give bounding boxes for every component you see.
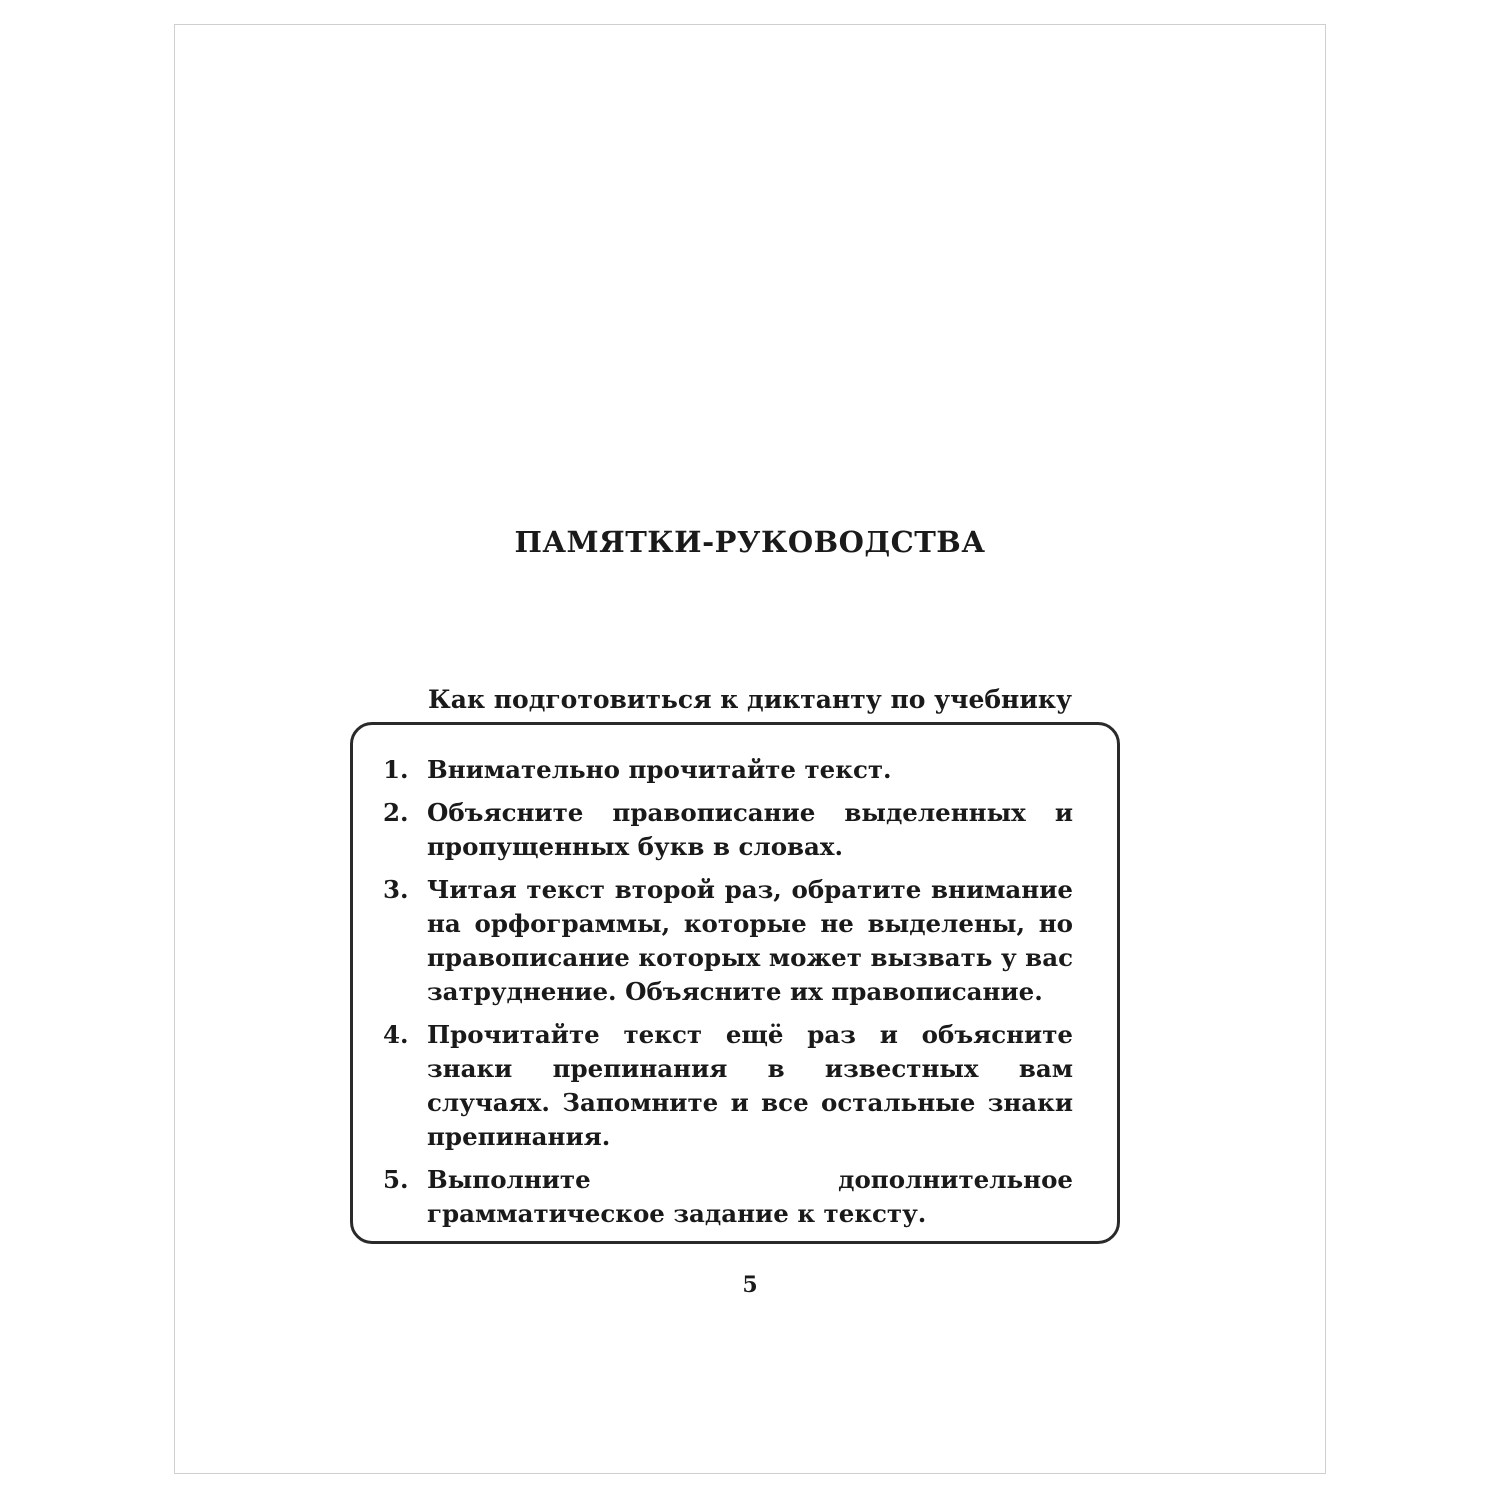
memo-item-3 <box>383 873 1073 1009</box>
item-number: 3. <box>383 875 409 904</box>
item-number: 4. <box>383 1020 409 1049</box>
item-text: Выполните дополнительное грамматическое задание к тексту. <box>427 1165 1073 1228</box>
main-title: ПАМЯТКИ-РУКОВОДСТВА <box>514 525 986 559</box>
book-page <box>174 24 1326 1474</box>
memo-list <box>383 753 1073 1231</box>
memo-item-1 <box>383 753 1073 787</box>
memo-item-2 <box>383 796 1073 864</box>
item-text: Читая текст второй раз, обратите внимание на орфограммы, которые не выделены, но правописание которых может вызвать у вас затруднение. Объясните их правописание. <box>427 875 1073 1006</box>
section-title: Как подготовиться к диктанту по учебнику <box>428 685 1072 714</box>
item-text: Внимательно прочитайте текст. <box>427 755 892 784</box>
memo-box <box>350 722 1120 1244</box>
item-number: 5. <box>383 1165 409 1194</box>
item-text: Прочитайте текст ещё раз и объясните знаки препинания в известных вам случаях. Запомните и все остальные знаки препинания. <box>427 1020 1073 1151</box>
item-number: 1. <box>383 755 409 784</box>
page-number: 5 <box>742 1272 758 1298</box>
item-text: Объясните правописание выделенных и пропущенных букв в словах. <box>427 798 1073 861</box>
memo-item-4 <box>383 1018 1073 1154</box>
item-number: 2. <box>383 798 409 827</box>
memo-item-5 <box>383 1163 1073 1231</box>
